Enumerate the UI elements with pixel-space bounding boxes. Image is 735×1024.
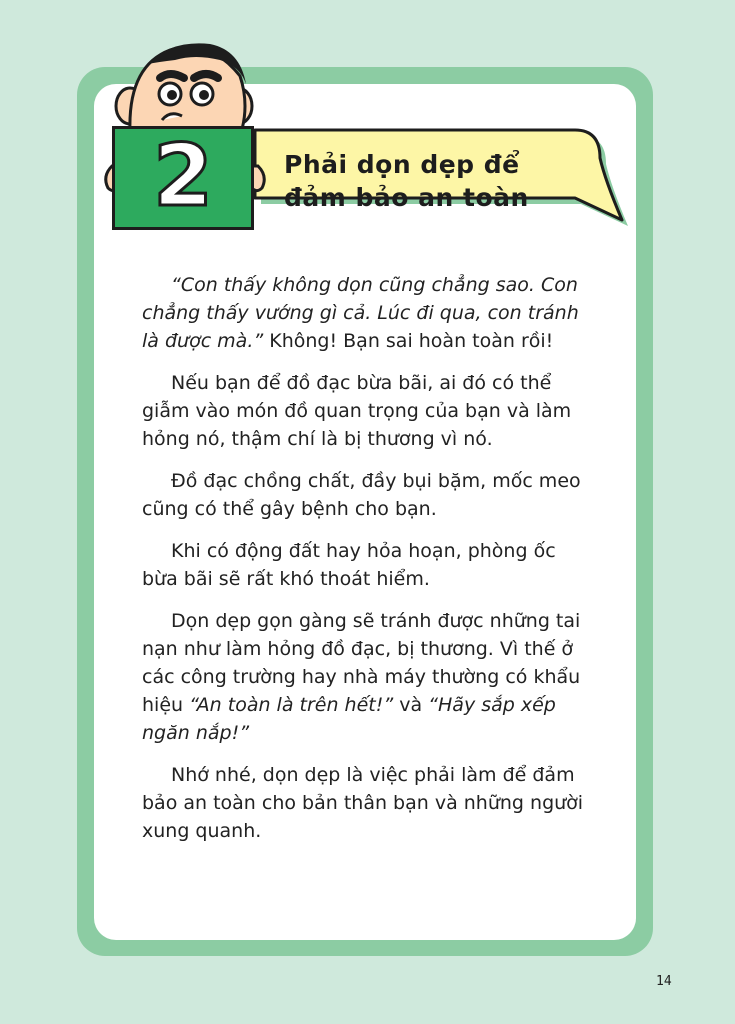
section-number-box [112, 126, 254, 230]
section-title [284, 148, 584, 214]
page-number: 14 [656, 974, 672, 989]
paragraph-5-text: Dọn dẹp gọn gàng sẽ tránh được những tai nạn như làm hỏng đồ đạc, bị thương. Vì thế ở các công trường hay nhà máy thường có khẩu hiệu [142, 610, 581, 716]
body-text [142, 271, 597, 859]
slogan-1: “An toàn là trên hết!” [189, 694, 394, 716]
paragraph-4: Khi có động đất hay hỏa hoạn, phòng ốc bừa bãi sẽ rất khó thoát hiểm. [142, 540, 556, 590]
paragraph-2: Nếu bạn để đồ đạc bừa bãi, ai đó có thể giẫm vào món đồ quan trọng của bạn và làm hỏng nó, thậm chí là bị thương vì nó. [142, 372, 572, 450]
paragraph-5-and: và [393, 694, 429, 716]
paragraph-3: Đồ đạc chồng chất, đầy bụi bặm, mốc meo cũng có thể gây bệnh cho bạn. [142, 470, 581, 520]
paragraph-1-response: Không! Bạn sai hoàn toàn rồi! [263, 330, 554, 352]
section-title-line-2: đảm bảo an toàn [284, 183, 529, 212]
section-title-line-1: Phải dọn dẹp để [284, 150, 520, 179]
paragraph-1 [142, 271, 597, 355]
slogan-2: “Hãy sắp xếp ngăn nắp!” [142, 694, 556, 744]
paragraph-1-quote: “Con thấy không dọn cũng chẳng sao. Con chẳng thấy vướng gì cả. Lúc đi qua, con tránh là được mà.” [142, 274, 579, 352]
section-number: 2 [153, 126, 213, 226]
paragraph-6: Nhớ nhé, dọn dẹp là việc phải làm để đảm bảo an toàn cho bản thân bạn và những người xung quanh. [142, 764, 584, 842]
paragraph-5 [142, 607, 597, 747]
